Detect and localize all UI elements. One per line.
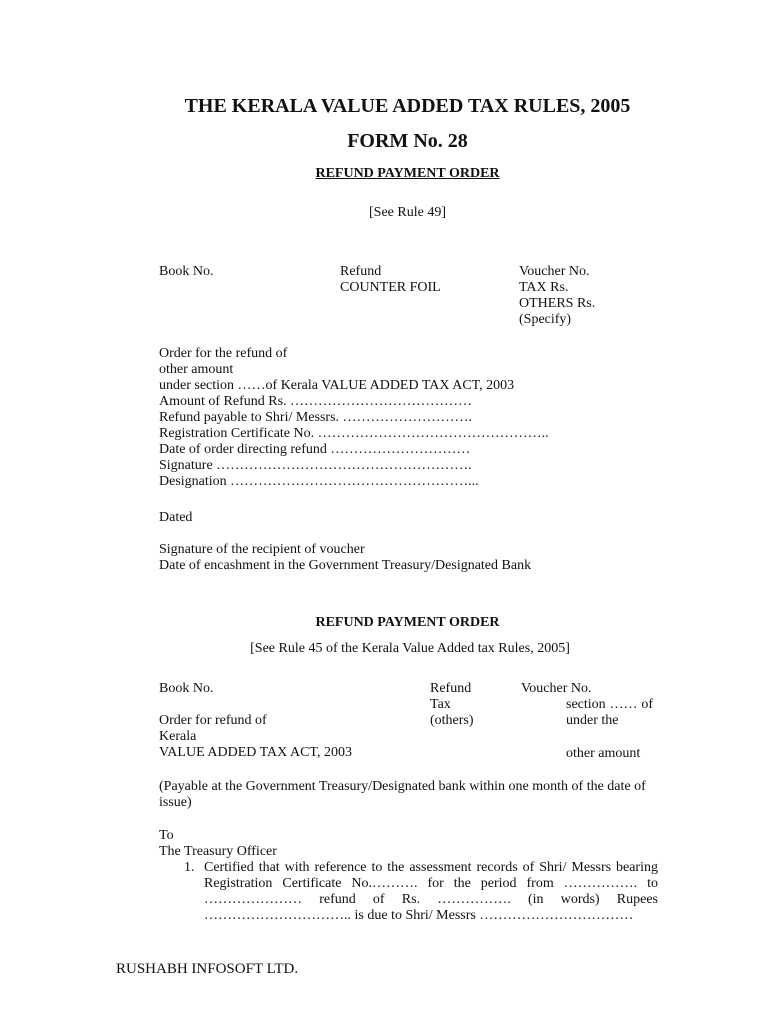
payable-line: (Payable at the Government Treasury/Designated bank within one month of the date of bbox=[159, 779, 646, 794]
foil-specify: (Specify) bbox=[519, 312, 572, 327]
order-others-label: (others) bbox=[430, 713, 474, 728]
recipient-signature-line: Signature of the recipient of voucher bbox=[159, 542, 365, 557]
foil-field: Order for the refund of bbox=[159, 346, 288, 361]
foil-field: Date of order directing refund ………………………… bbox=[159, 442, 471, 457]
foil-field: Refund payable to Shri/ Messrs. ………………………. bbox=[159, 410, 473, 425]
foil-voucher-column bbox=[519, 264, 595, 328]
order-book-no: Book No. bbox=[159, 681, 214, 696]
order-under-the: under the bbox=[566, 713, 619, 728]
foil-field: Signature ………………………………………………. bbox=[159, 458, 472, 473]
order-payable-note bbox=[159, 779, 646, 811]
foil-field: Designation ……………………………………………... bbox=[159, 474, 479, 489]
order-left-block bbox=[159, 713, 352, 761]
foil-voucher-no: Voucher No. bbox=[519, 264, 590, 279]
foil-refund-label: Refund bbox=[340, 264, 382, 279]
order-refund-of: Order for refund of bbox=[159, 713, 267, 728]
foil-field: under section ……of Kerala VALUE ADDED TAX ACT, 2003 bbox=[159, 378, 515, 393]
foil-field: Amount of Refund Rs. ………………………………… bbox=[159, 394, 473, 409]
certification-line: Registration Certificate No.………. for the period from ……………. to bbox=[204, 876, 658, 891]
see-rule: [See Rule 49] bbox=[369, 205, 446, 220]
order-section: section …… of bbox=[566, 697, 653, 712]
foil-field: Registration Certificate No. ………………………………………….. bbox=[159, 426, 549, 441]
order-voucher-no: Voucher No. bbox=[521, 681, 592, 696]
order-refund-label: Refund bbox=[430, 681, 472, 696]
certification-number: 1. bbox=[184, 860, 195, 875]
order-tax-label: Tax bbox=[430, 697, 451, 712]
foil-counter-foil-label: COUNTER FOIL bbox=[340, 280, 441, 295]
form-number: FORM No. 28 bbox=[347, 130, 468, 152]
encashment-date-line: Date of encashment in the Government Treasury/Designated Bank bbox=[159, 558, 532, 573]
order-kerala: Kerala bbox=[159, 729, 197, 744]
footer-company: RUSHABH INFOSOFT LTD. bbox=[116, 961, 299, 977]
order-title: REFUND PAYMENT ORDER bbox=[315, 615, 500, 630]
certification-line: Certified that with reference to the assessment records of Shri/ Messrs bearing bbox=[204, 860, 658, 875]
document-title: THE KERALA VALUE ADDED TAX RULES, 2005 bbox=[184, 95, 631, 117]
order-refund-column bbox=[430, 681, 474, 729]
foil-others-rs: OTHERS Rs. bbox=[519, 296, 596, 311]
certification-line: ………………… refund of Rs. ……………. (in words) Rupees bbox=[204, 892, 658, 907]
foil-fields bbox=[159, 346, 549, 490]
foil-dated: Dated bbox=[159, 510, 193, 525]
foil-tax-rs: TAX Rs. bbox=[519, 280, 569, 295]
foil-book-no: Book No. bbox=[159, 264, 214, 279]
payable-line: issue) bbox=[159, 795, 192, 810]
order-other-amount: other amount bbox=[566, 746, 641, 761]
order-to: To bbox=[159, 828, 174, 843]
order-treasury-officer: The Treasury Officer bbox=[159, 844, 277, 859]
order-act: VALUE ADDED TAX ACT, 2003 bbox=[159, 745, 352, 760]
form-name: REFUND PAYMENT ORDER bbox=[315, 166, 500, 181]
foil-recipient bbox=[159, 542, 531, 574]
foil-field: other amount bbox=[159, 362, 234, 377]
certification-line: ………………………….. is due to Shri/ Messrs …………………………… bbox=[204, 908, 634, 923]
foil-refund-column bbox=[340, 264, 441, 296]
order-rule: [See Rule 45 of the Kerala Value Added tax Rules, 2005] bbox=[250, 641, 570, 656]
